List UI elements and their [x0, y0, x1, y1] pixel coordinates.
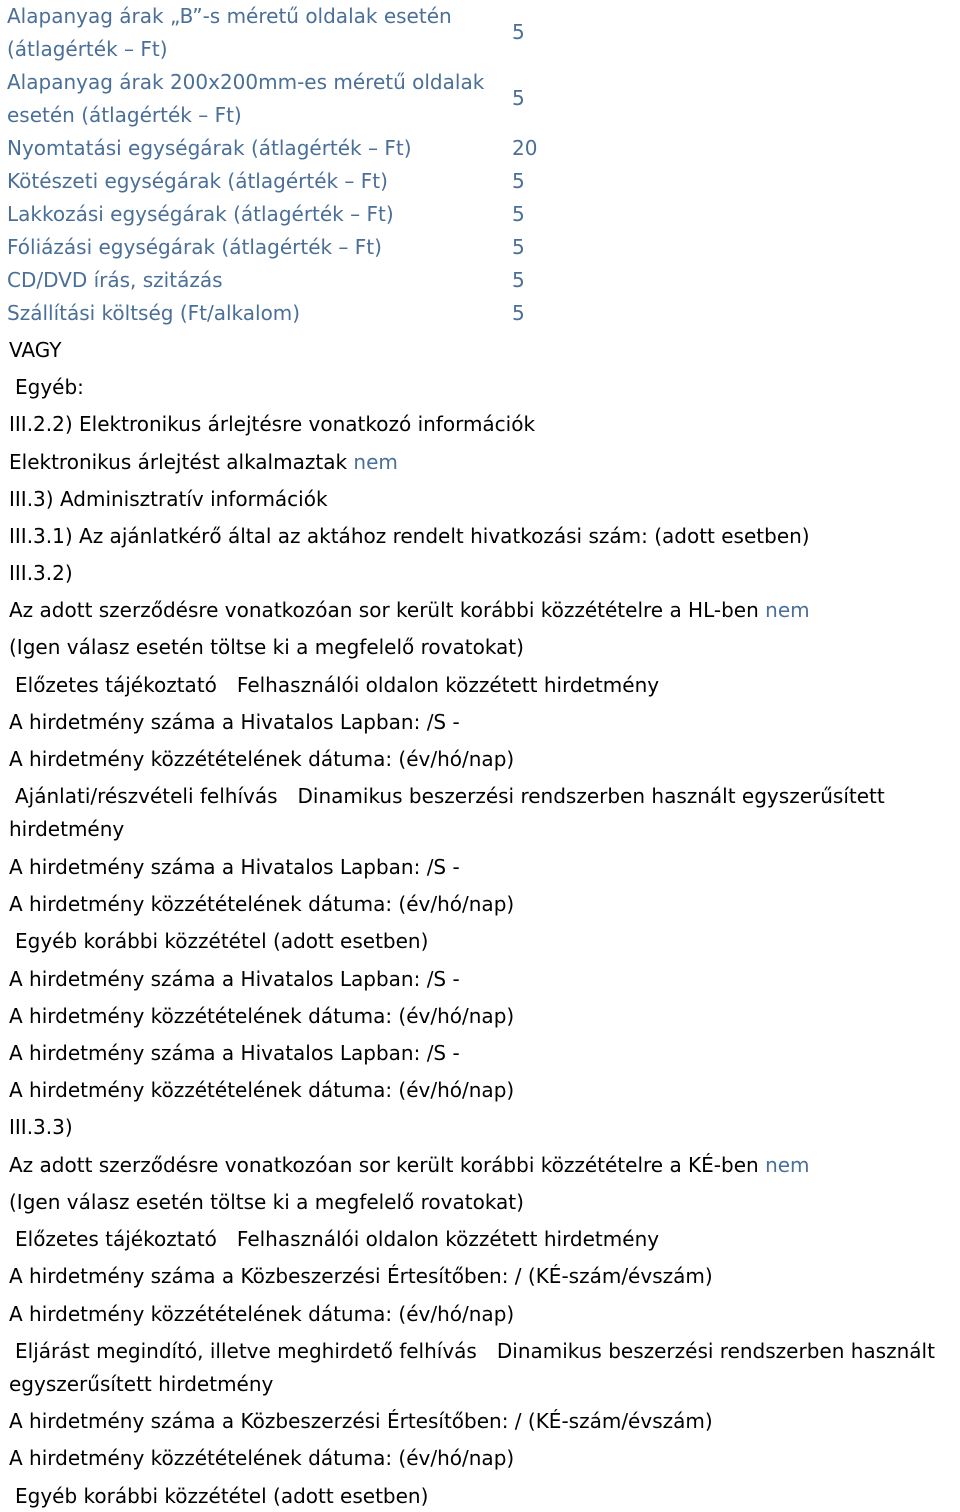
if-yes-note: (Igen válasz esetén töltse ki a megfelelő rovatokat): [9, 1190, 524, 1214]
row-label: Szállítási költség (Ft/alkalom): [7, 301, 301, 325]
oj-number-line: A hirdetmény száma a Hivatalos Lapban: /S -: [9, 967, 460, 991]
pub-date-line: A hirdetmény közzétételének dátuma: (év/hó/nap): [9, 747, 515, 771]
simplified-notice-cont: egyszerűsített hirdetmény: [9, 1372, 274, 1396]
ke-question-line: [9, 1151, 810, 1179]
buyer-profile-option: Felhasználói oldalon közzétett hirdetmény: [236, 1227, 660, 1251]
row-label: Alapanyag árak 200x200mm-es méretű oldalak: [7, 70, 485, 94]
eauction-line: [9, 448, 398, 476]
pub-date-line: A hirdetmény közzétételének dátuma: (év/hó/nap): [9, 1078, 515, 1102]
row-value: 5: [512, 268, 525, 292]
row-label: CD/DVD írás, szitázás: [7, 268, 223, 292]
eauction-text: Elektronikus árlejtést alkalmaztak: [9, 450, 348, 474]
buyer-profile-option: Felhasználói oldalon közzétett hirdetmény: [236, 673, 660, 697]
dps-used-option: Dinamikus beszerzési rendszerben használt: [496, 1339, 935, 1363]
row-value: 5: [512, 86, 525, 110]
table-row: [7, 0, 567, 66]
row-value: 5: [512, 235, 525, 259]
row-value: 5: [512, 169, 525, 193]
row-label: Lakkozási egységárak (átlagérték – Ft): [7, 202, 394, 226]
section-heading-322: III.2.2) Elektronikus árlejtésre vonatkozó információk: [9, 412, 536, 436]
dps-notice-option-cont: hirdetmény: [9, 817, 125, 841]
other-prior-option: Egyéb korábbi közzététel (adott esetben): [15, 929, 429, 953]
row-value: 20: [512, 136, 538, 160]
pub-date-line: A hirdetmény közzétételének dátuma: (év/hó/nap): [9, 892, 515, 916]
oj-number-line: A hirdetmény száma a Hivatalos Lapban: /S -: [9, 710, 460, 734]
oj-number-line: A hirdetmény száma a Hivatalos Lapban: /S -: [9, 855, 460, 879]
row-value: 5: [512, 202, 525, 226]
table-row: [7, 231, 567, 264]
option-line: [15, 1225, 659, 1253]
row-value: 5: [512, 20, 525, 44]
oj-number-line: A hirdetmény száma a Hivatalos Lapban: /S -: [9, 1041, 460, 1065]
ke-number-line: A hirdetmény száma a Közbeszerzési Értesítőben: / (KÉ-szám/évszám): [9, 1264, 713, 1288]
table-row: [7, 198, 567, 231]
table-row: [7, 264, 567, 297]
row-value: 5: [512, 301, 525, 325]
pub-date-line: A hirdetmény közzétételének dátuma: (év/hó/nap): [9, 1446, 515, 1470]
call-option-line: [9, 780, 959, 846]
dps-notice-option: Dinamikus beszerzési rendszerben használt egyszerűsített: [297, 784, 885, 808]
other-label: Egyéb:: [15, 375, 84, 399]
section-heading-331: III.3.1) Az ajánlatkérő által az aktához rendelt hivatkozási szám: (adott esetben): [9, 524, 810, 548]
eauction-answer: nem: [353, 450, 398, 474]
pub-date-line: A hirdetmény közzétételének dátuma: (év/hó/nap): [9, 1302, 515, 1326]
other-prior-option: Egyéb korábbi közzététel (adott esetben): [15, 1484, 429, 1508]
table-row: [7, 66, 567, 132]
or-label: VAGY: [9, 338, 62, 362]
price-table: [7, 0, 567, 330]
pub-date-line: A hirdetmény közzétételének dátuma: (év/hó/nap): [9, 1004, 515, 1028]
row-label-cont: (átlagérték – Ft): [7, 37, 168, 61]
hl-question-line: [9, 596, 810, 624]
row-label-cont: esetén (átlagérték – Ft): [7, 103, 242, 127]
row-label: Alapanyag árak „B”-s méretű oldalak esetén: [7, 4, 452, 28]
call-for-tender-option: Ajánlati/részvételi felhívás: [15, 784, 278, 808]
prior-info-option: Előzetes tájékoztató: [15, 1227, 217, 1251]
if-yes-note: (Igen válasz esetén töltse ki a megfelelő rovatokat): [9, 635, 524, 659]
table-row: [7, 297, 567, 330]
launching-option-line: [9, 1335, 959, 1401]
hl-question: Az adott szerződésre vonatkozóan sor került korábbi közzétételre a HL-ben: [9, 598, 759, 622]
prior-info-option: Előzetes tájékoztató: [15, 673, 217, 697]
ke-answer: nem: [765, 1153, 810, 1177]
row-label: Fóliázási egységárak (átlagérték – Ft): [7, 235, 382, 259]
ke-question: Az adott szerződésre vonatkozóan sor került korábbi közzétételre a KÉ-ben: [9, 1153, 759, 1177]
section-heading-333: III.3.3): [9, 1115, 73, 1139]
option-line: [15, 671, 659, 699]
table-row: [7, 132, 567, 165]
launching-call-option: Eljárást megindító, illetve meghirdető felhívás: [15, 1339, 477, 1363]
row-label: Nyomtatási egységárak (átlagérték – Ft): [7, 136, 412, 160]
ke-number-line: A hirdetmény száma a Közbeszerzési Értesítőben: / (KÉ-szám/évszám): [9, 1409, 713, 1433]
row-label: Kötészeti egységárak (átlagérték – Ft): [7, 169, 388, 193]
hl-answer: nem: [765, 598, 810, 622]
section-heading-332: III.3.2): [9, 561, 73, 585]
table-row: [7, 165, 567, 198]
section-heading-33: III.3) Adminisztratív információk: [9, 487, 328, 511]
